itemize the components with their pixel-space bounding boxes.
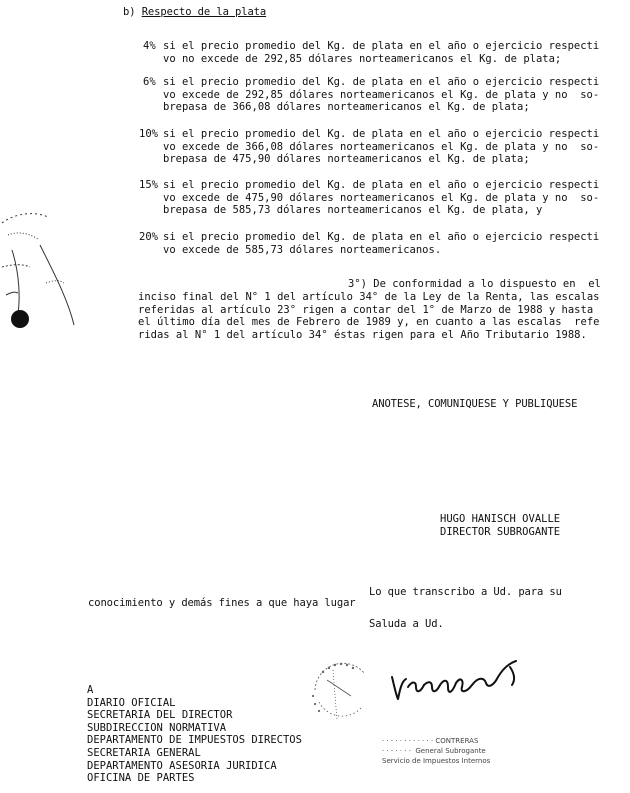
rate-percent: 15% — [139, 179, 158, 191]
distribution-item: DEPARTAMENTO DE IMPUESTOS DIRECTOS — [87, 734, 302, 747]
stamp-line: · · · · · · · General Subrogante — [382, 747, 486, 755]
greeting: Saluda a Ud. — [369, 618, 444, 630]
rate-percent: 4% — [143, 40, 156, 52]
rate-line: vo excede de 292,85 dólares norteamericanos el Kg. de plata y no so- — [163, 88, 600, 101]
section-title: Respecto de la plata — [141, 6, 267, 18]
closing-formula: ANOTESE, COMUNIQUESE Y PUBLIQUESE — [372, 398, 578, 410]
margin-stamp-fragment — [0, 205, 80, 345]
paragraph-line: inciso final del N° 1 del artículo 34° de la Ley de la Renta, las escalas — [138, 290, 600, 303]
rate-line: brepasa de 366,08 dólares norteamericanos el Kg. de plata; — [163, 101, 530, 113]
distribution-item: SECRETARIA DEL DIRECTOR — [87, 709, 233, 722]
distribution-item: SECRETARIA GENERAL — [87, 746, 201, 759]
paragraph-3 — [138, 278, 601, 342]
rate-line: vo excede de 475,90 dólares norteamericanos el Kg. de plata y no so- — [163, 191, 600, 204]
transcription-line-2: conocimiento y demás fines a que haya lugar — [88, 597, 356, 609]
distribution-item: DIARIO OFICIAL — [87, 696, 176, 709]
handwritten-signature — [390, 655, 530, 710]
paragraph-line: 3°) De conformidad a lo dispuesto en el — [348, 278, 601, 290]
paragraph-line: referidas al artículo 23° rigen a contar del 1° de Marzo de 1988 y hasta — [138, 303, 594, 316]
distribution-label: A — [87, 684, 94, 696]
rate-line: vo excede de 366,08 dólares norteamericanos el Kg. de plata y no so- — [163, 140, 600, 153]
stamp-line: Servicio de Impuestos Internos — [382, 757, 491, 765]
rate-line: vo excede de 585,73 dólares norteamericanos. — [163, 243, 442, 256]
signer-name: HUGO HANISCH OVALLE — [440, 513, 561, 525]
section-heading — [123, 6, 266, 19]
rate-line: brepasa de 585,73 dólares norteamericanos el Kg. de plata, y — [163, 204, 543, 216]
rate-line: brepasa de 475,90 dólares norteamericanos el Kg. de plata; — [163, 153, 530, 165]
rate-line: vo no excede de 292,85 dólares norteamericanos el Kg. de plata; — [163, 52, 562, 65]
rate-line: si el precio promedio del Kg. de plata en el año o ejercicio respecti — [163, 128, 600, 140]
paragraph-line: ridas al N° 1 del artículo 34° éstas rigen para el Año Tributario 1988. — [138, 329, 587, 342]
distribution-item: DEPARTAMENTO ASESORIA JURIDICA — [87, 759, 277, 772]
signer-block — [440, 513, 560, 538]
rate-line: si el precio promedio del Kg. de plata en el año o ejercicio respecti — [163, 40, 600, 52]
margin-dot — [11, 310, 29, 328]
rate-percent: 6% — [143, 76, 156, 88]
distribution-item: OFICINA DE PARTES — [87, 772, 195, 785]
section-label: b) — [123, 6, 136, 18]
stamp-line: · · · · · · · · · · · · CONTRERAS — [382, 737, 479, 745]
rate-percent: 20% — [139, 231, 158, 243]
paragraph-line: el último día del mes de Febrero de 1989 y, en cuanto a las escalas refe — [138, 316, 600, 329]
rate-line: si el precio promedio del Kg. de plata en el año o ejercicio respecti — [163, 76, 600, 88]
official-seal — [305, 650, 375, 725]
stamp-caption — [382, 736, 490, 766]
distribution-list — [87, 684, 302, 785]
rate-percent: 10% — [139, 128, 158, 140]
rate-line: si el precio promedio del Kg. de plata en el año o ejercicio respecti — [163, 231, 600, 243]
distribution-item: SUBDIRECCION NORMATIVA — [87, 721, 227, 734]
rate-line: si el precio promedio del Kg. de plata en el año o ejercicio respecti — [163, 179, 600, 191]
signer-title: DIRECTOR SUBROGANTE — [440, 525, 561, 538]
transcription-line-1: Lo que transcribo a Ud. para su — [369, 586, 562, 598]
